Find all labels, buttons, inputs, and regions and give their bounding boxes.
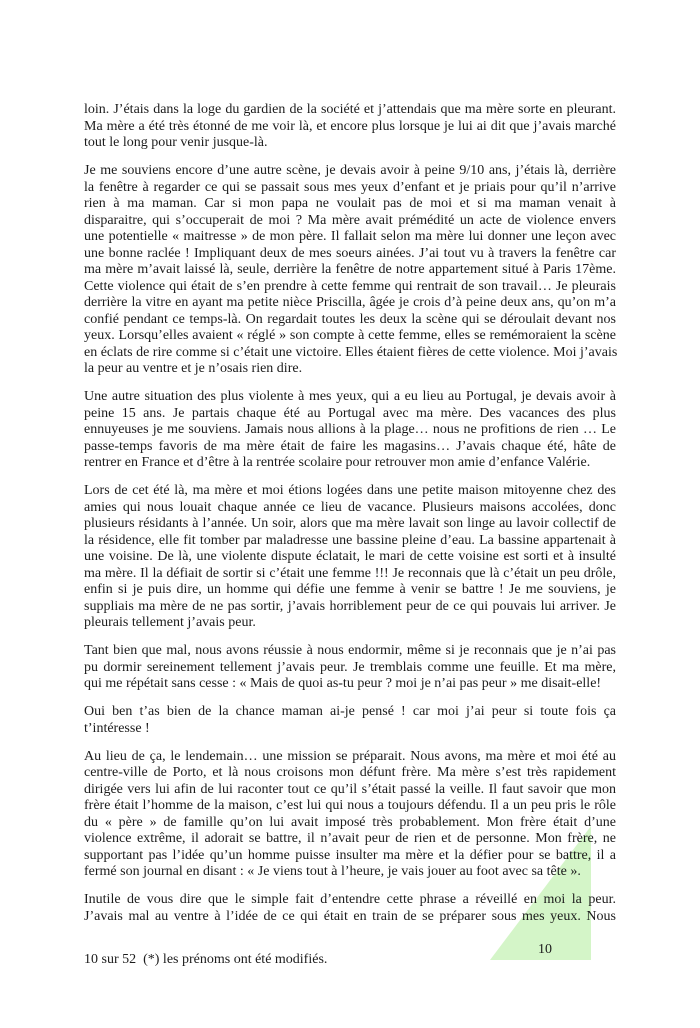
- text-line: confié pendant ce temps-là. On regardait toutes les deux la scène qui se déroulait devant nos: [84, 311, 616, 327]
- text-line: t’intéresse !: [84, 720, 150, 736]
- text-line: du « père » de famille qu’on lui avait imposé très probablement. Mon frère était d’une: [84, 814, 616, 830]
- text-line: la peur au ventre et je n’osais rien dire.: [84, 361, 303, 376]
- text-line: qui me répétait sans cesse : « Mais de quoi as-tu peur ? moi je n’ai pas peur » me disait-elle!: [84, 676, 602, 691]
- text-line: la fenêtre à regarder ce qui se passait sous mes yeux d’enfant et je priais pour qu’il n’arrive: [84, 179, 616, 195]
- text-line: amies qui nous louait chaque année ce lieu de vacance. Plusieurs maisons accolées, donc: [84, 499, 616, 515]
- text-line: la résidence, elle fit tomber par maladresse une bassine pleine d’eau. La bassine appartenait à: [84, 532, 616, 548]
- text-line: Lors de cet été là, ma mère et moi étions logées dans une petite maison mitoyenne chez des: [84, 483, 616, 498]
- text-line: ma mère m’avait laissé là, seule, derrière la fenêtre de notre appartement situé à Paris 17ème.: [84, 262, 616, 277]
- text-line: plusieurs résidants à l’année. Un soir, alors que ma mère lavait son linge au lavoir collectif de: [84, 516, 616, 531]
- text-line: yeux. Lorsqu’elles avaient « réglé » son compte à cette femme, elles se remémoraient la scène: [84, 328, 616, 343]
- paragraph: [84, 102, 616, 152]
- text-line: frère était l’homme de la maison, c’est lui qui nous a toujours défendu. Il a un peu pris le rôle: [84, 798, 616, 813]
- text-line: peine 15 ans. Je partais chaque été au Portugal avec ma mère. Des vacances des plus: [84, 405, 616, 421]
- text-line: Inutile de vous dire que le simple fait d’entendre cette phrase a réveillé en moi la peur.: [84, 892, 616, 907]
- text-line: ennuyeuses je me souviens. Jamais nous allions à la plage… nous ne profitions de rien … Le: [84, 422, 616, 437]
- text-line: une potentielle « maitresse » de mon père. Il fallait selon ma mère lui donner une leçon avec: [84, 229, 616, 244]
- text-line: Je me souviens encore d’une autre scène, je devais avoir à peine 9/10 ans, j’étais là, derrière: [84, 163, 616, 178]
- text-line: ma mère. Il la défiait de sortir si c’était une femme !!! Je reconnais que là c’était un peu drôle,: [84, 565, 616, 581]
- text-line: pu dormir sereinement tellement j’avais peur. Je tremblais comme une feuille. Et ma mère,: [84, 659, 616, 675]
- text-line: Une autre situation des plus violente à mes yeux, qui a eu lieu au Portugal, je devais avoir à: [84, 389, 616, 404]
- text-line: dirigée vers lui afin de lui raconter tout ce qu’il s’était passé la veille. Il faut savoir que mon: [84, 781, 616, 797]
- text-line: Au lieu de ça, le lendemain… une mission se préparait. Nous avons, ma mère et moi été au: [84, 748, 616, 764]
- text-line: pleurais tellement j’avais peur.: [84, 615, 256, 630]
- paragraph: [84, 389, 616, 472]
- text-line: disparaitre, qui s’occuperait de moi ? Ma mère avait prémédité un acte de violence envers: [84, 212, 616, 228]
- text-line: derrière la vitre en ayant ma petite nièce Priscilla, âgée je crois d’à peine deux ans, qu’on m’a: [84, 295, 616, 310]
- text-line: tout le long pour venir jusque-là.: [84, 135, 268, 150]
- text-line: rentrer en France et d’être à la rentrée scolaire pour retrouver mon amie d’enfance Valérie.: [84, 455, 591, 470]
- text-line: enfin si je puis dire, un homme qui défie une femme à venir se battre ! Je me souviens, je: [84, 582, 616, 597]
- text-line: Oui ben t’as bien de la chance maman ai-je pensé ! car moi j’ai peur si toute fois ça: [84, 704, 616, 719]
- text-line: Tant bien que mal, nous avons réussie à nous endormir, même si je reconnais que je n’ai pas: [84, 643, 616, 658]
- body-text: [84, 102, 616, 937]
- footer-note: 10 sur 52 (*) les prénoms ont été modifiés.: [84, 952, 328, 967]
- text-line: fermé son journal en disant : « Je viens tout à l’heure, je vais jouer au foot avec sa tête ».: [84, 864, 581, 879]
- page-number: 10: [538, 942, 552, 957]
- text-line: Cette violence qui était de s’en prendre à cette femme qui rentrait de son travail… Je pleurais: [84, 278, 616, 294]
- text-line: en éclats de rire comme si c’était une victoire. Elles étaient fières de cette violence. Moi j’avais: [84, 344, 618, 360]
- text-line: suppliais ma mère de ne pas sortir, j’avais horriblement peur de ce qui pouvais lui arriver. Je: [84, 598, 616, 614]
- paragraph: [84, 749, 616, 881]
- text-line: une voisine. De là, une violente dispute éclatait, le mari de cette voisine est sorti et à insulté: [84, 549, 616, 564]
- paragraph: [84, 704, 616, 737]
- text-line: passe-temps favoris de ma mère était de faire les magasins… J’avais chaque été, hâte de: [84, 438, 616, 454]
- text-line: violence extrême, il adorait se battre, il n’avait peur de rien et de personne. Mon frère, ne: [84, 831, 616, 846]
- paragraph: [84, 892, 616, 925]
- paragraph: [84, 163, 616, 378]
- text-line: J’avais mal au ventre à l’idée de ce qui était en train de se préparer sous mes yeux. Nous: [84, 908, 616, 924]
- text-line: Ma mère a été très étonné de me voir là, et encore plus lorsque je lui ai dit que j’avais marché: [84, 118, 616, 134]
- paragraph: [84, 483, 616, 632]
- paragraph: [84, 643, 616, 693]
- text-line: une bonne raclée ! Impliquant deux de mes soeurs ainées. J’ai tout vu à travers la fenêtre car: [84, 245, 616, 261]
- text-line: supportant pas l’idée qu’un homme puisse insulter ma mère et la défier pour se battre, il a: [84, 847, 616, 863]
- text-line: loin. J’étais dans la loge du gardien de la société et j’attendais que ma mère sorte en pleurant.: [84, 102, 616, 117]
- text-line: rien à ma maman. Car si mon papa ne voulait pas de moi et si ma maman venait à: [84, 196, 616, 211]
- text-line: centre-ville de Porto, et là nous croisons mon défunt frère. Ma mère s’est très rapidement: [84, 765, 616, 780]
